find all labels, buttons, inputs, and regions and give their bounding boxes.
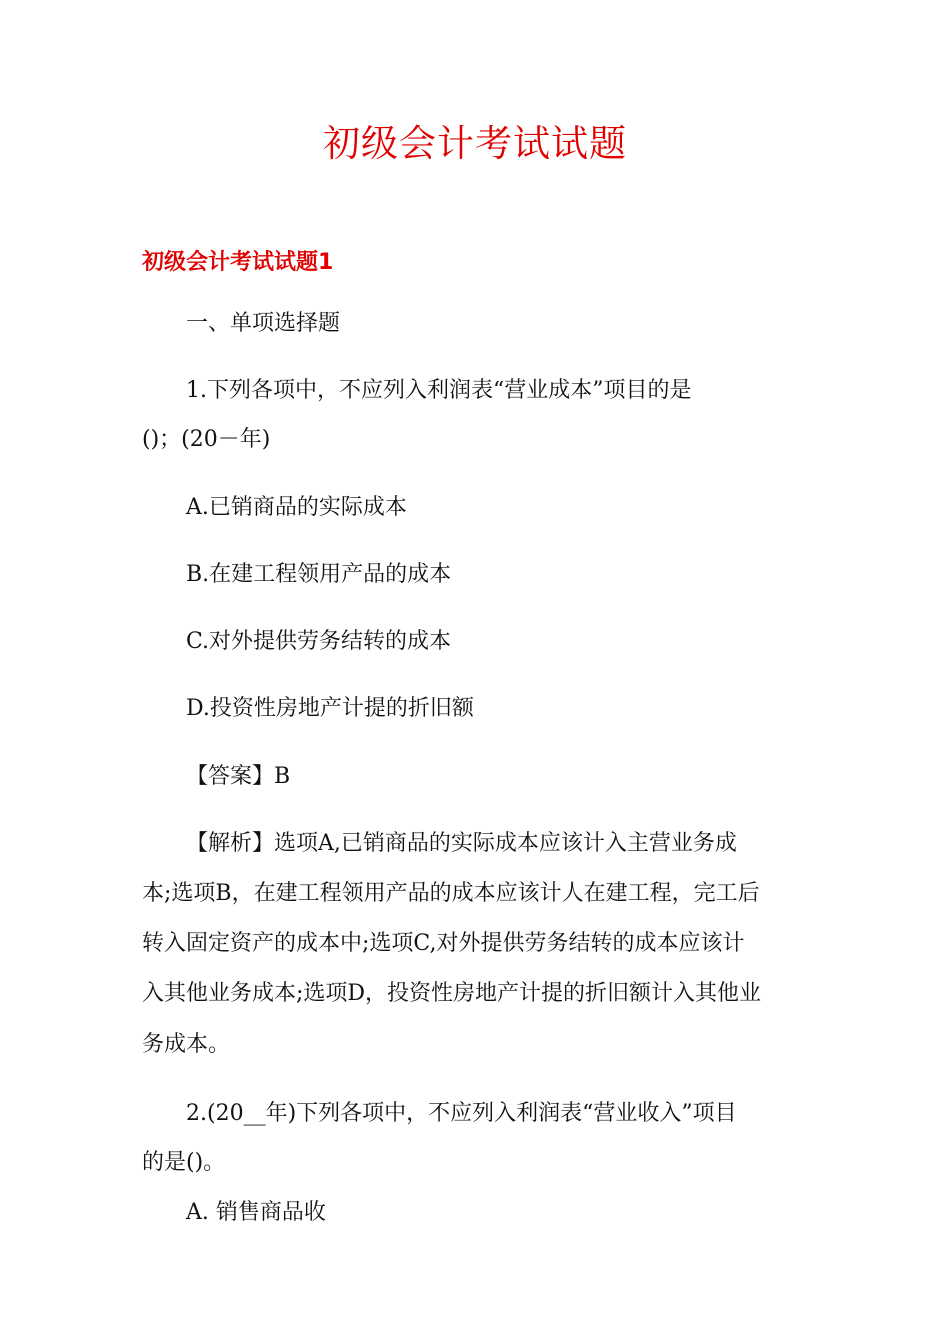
option-a: A.已销商品的实际成本 [186, 495, 407, 520]
analysis-line: 务成本。 [142, 1032, 231, 1057]
option-c: C.对外提供劳务结转的成本 [186, 629, 452, 654]
option-d: D.投资性房地产计提的折旧额 [186, 696, 474, 721]
question-stem-line: 1.下列各项中，不应列入利润表“营业成本”项目的是 [186, 378, 692, 403]
answer-line: 【答案】B [186, 764, 291, 789]
page-title: 初级会计考试试题 [323, 122, 627, 165]
analysis-line: 本;选项B，在建工程领用产品的成本应该计人在建工程，完工后 [142, 881, 760, 906]
option-a: A. 销售商品收 [186, 1200, 326, 1225]
question-stem-line: 2.(20__年)下列各项中，不应列入利润表“营业收入”项目 [186, 1101, 737, 1126]
part-heading: 一、单项选择题 [186, 311, 341, 336]
question-stem-line: ()；(20－年) [142, 427, 271, 452]
analysis-line: 入其他业务成本;选项D，投资性房地产计提的折旧额计入其他业 [142, 981, 762, 1006]
analysis-line: 【解析】选项A,已销商品的实际成本应该计入主营业务成 [186, 831, 737, 856]
section-heading: 初级会计考试试题1 [142, 250, 334, 275]
analysis-line: 转入固定资产的成本中;选项C,对外提供劳务结转的成本应该计 [142, 931, 745, 956]
option-b: B.在建工程领用产品的成本 [186, 562, 452, 587]
question-stem-line: 的是()。 [142, 1150, 226, 1175]
